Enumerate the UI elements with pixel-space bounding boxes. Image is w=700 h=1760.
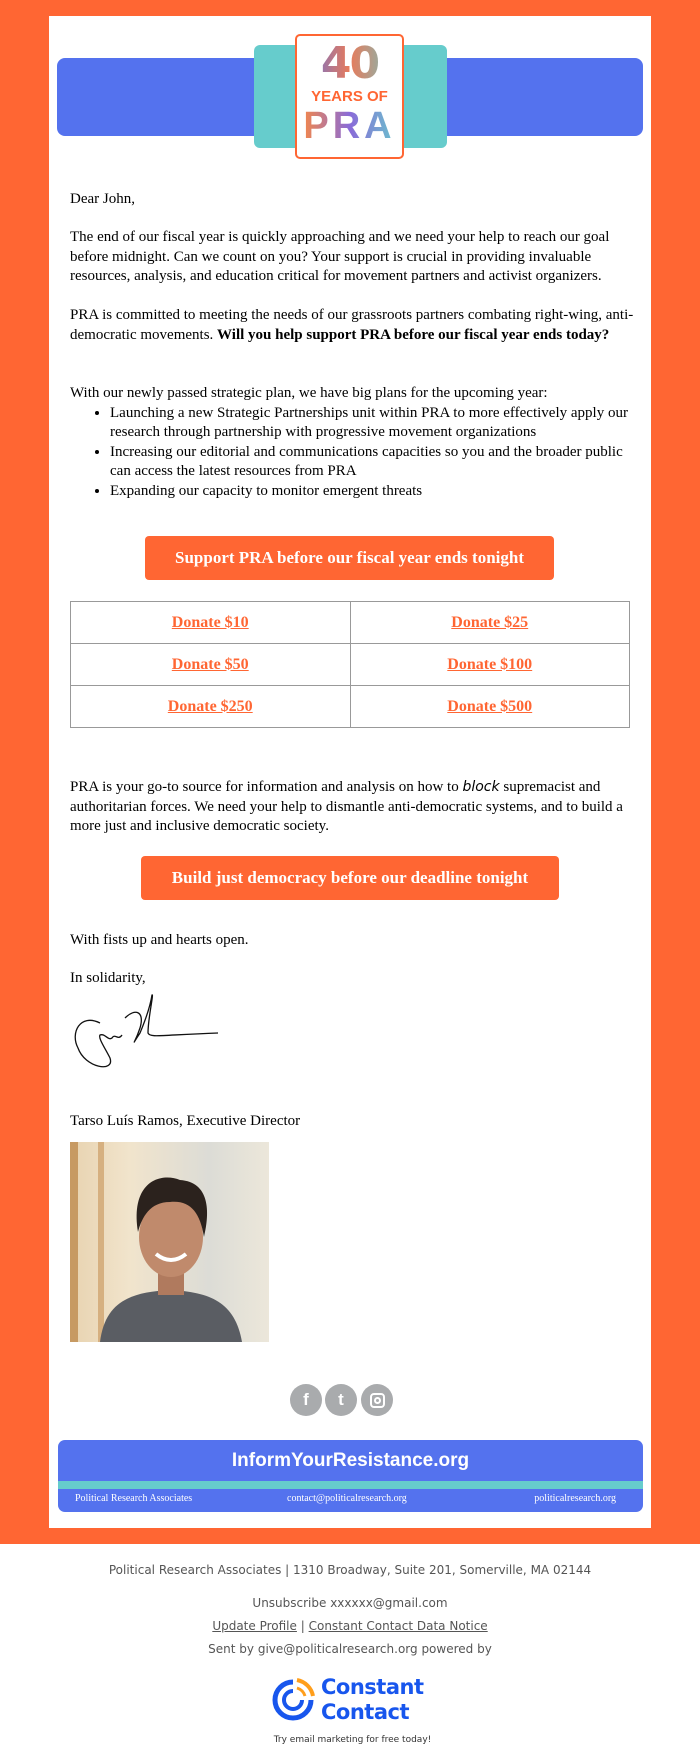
instagram-icon[interactable] — [361, 1384, 393, 1416]
donate-100-link[interactable]: Donate $100 — [447, 655, 533, 673]
plans-list — [110, 404, 635, 502]
footer-org-name: Political Research Associates — [75, 1493, 193, 1504]
paragraph-4-text: PRA is your go-to source for information and analysis on how to — [70, 779, 463, 795]
org-address: Political Research Associates | 1310 Broadway, Suite 201, Somerville, MA 02144 — [108, 1563, 592, 1577]
pra-40-years-logo — [295, 34, 404, 159]
footer-stripe — [58, 1481, 643, 1489]
support-cta-button[interactable]: Support PRA before our fiscal year ends tonight — [145, 536, 554, 580]
closing-line: With fists up and hearts open. — [70, 932, 249, 948]
donate-25-link[interactable]: Donate $25 — [451, 613, 529, 631]
unsubscribe-link[interactable]: Unsubscribe xxxxxx@gmail.com — [252, 1596, 448, 1610]
signer-name: Tarso Luís Ramos, Executive Director — [70, 1113, 301, 1129]
separator: | — [300, 1619, 305, 1633]
greeting: Dear John, — [70, 191, 135, 207]
email-card — [49, 16, 651, 1528]
sent-by: Sent by give@politicalresearch.org powered by — [208, 1642, 492, 1656]
democracy-cta-button[interactable]: Build just democracy before our deadline tonight — [141, 856, 559, 900]
paragraph-2 — [70, 306, 635, 345]
donate-500-link[interactable]: Donate $500 — [447, 697, 533, 715]
plans-section — [70, 384, 635, 502]
logo-pra: PRA — [297, 106, 402, 146]
paragraph-2-text: PRA is committed to meeting the needs of our grassroots partners combating right-wing, anti-democratic movements. — [70, 307, 634, 343]
inform-your-resistance-link[interactable]: InformYourResistance.org — [231, 1450, 470, 1471]
cc-text-line1: Constant — [321, 1675, 424, 1699]
paragraph-3: With our newly passed strategic plan, we have big plans for the upcoming year: — [70, 385, 548, 401]
footer-site-link[interactable]: politicalresearch.org — [534, 1493, 616, 1504]
logo-text: YEARS OF — [311, 88, 388, 105]
paragraph-4 — [70, 778, 635, 837]
logo-number: 40 — [297, 40, 402, 88]
cc-text-line2: Contact — [321, 1700, 409, 1724]
data-notice-link[interactable]: Constant Contact Data Notice — [308, 1619, 488, 1633]
list-item: • Launching a new Strategic Partnerships unit within PRA to more effectively apply our research through partnership with progressive movement organizations — [110, 404, 635, 443]
facebook-icon[interactable]: f — [290, 1384, 322, 1416]
donate-10-link[interactable]: Donate $10 — [171, 613, 249, 631]
list-item: • Expanding our capacity to monitor emergent threats — [110, 482, 635, 502]
paragraph-4-text-end: supremacist and authoritarian forces. We need your help to dismantle anti-democratic systems, and to build a more just and inclusive democratic society. — [70, 779, 623, 835]
profile-links — [0, 1619, 700, 1633]
paragraph-1: The end of our fiscal year is quickly approaching and we need your help to reach our goal before midnight. Can we count on you? Your support is crucial in providing invaluable resources, analysis, and education critical for movement partners and activist organizers. — [70, 229, 610, 285]
footer-band — [58, 1440, 643, 1512]
list-item: • Increasing our editorial and communications capacities so you and the broader public can access the latest resources from PRA — [110, 443, 635, 482]
twitter-icon[interactable]: t — [325, 1384, 357, 1416]
constant-contact-icon — [270, 1677, 316, 1723]
donate-table — [70, 601, 630, 728]
donate-50-link[interactable]: Donate $50 — [171, 655, 249, 673]
constant-contact-logo[interactable] — [270, 1675, 435, 1753]
paragraph-2-bold: Will you help support PRA before our fiscal year ends today? — [217, 326, 610, 343]
update-profile-link[interactable]: Update Profile — [212, 1619, 297, 1633]
signature-image — [70, 993, 220, 1078]
paragraph-4-italic: block — [462, 779, 500, 795]
executive-director-photo — [70, 1142, 269, 1342]
cc-tagline: Try email marketing for free today! — [273, 1735, 432, 1745]
donate-250-link[interactable]: Donate $250 — [167, 697, 253, 715]
closing-salutation: In solidarity, — [70, 970, 146, 986]
footer-email-link[interactable]: contact@politicalresearch.org — [287, 1493, 407, 1504]
